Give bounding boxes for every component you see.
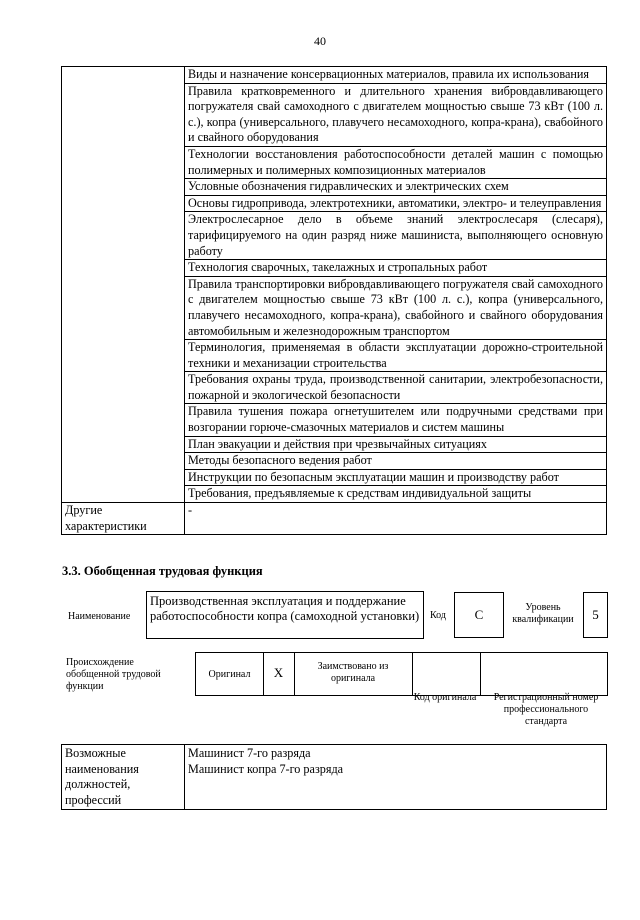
knowledge-item: Правила тушения пожара огнетушителем или подручными средствами при возгорании горюче-смазочных материалов и систем машины xyxy=(185,404,607,436)
qualification-level-label: Уровень квалификации xyxy=(512,602,574,625)
occupations-label: Возможные наименования должностей, профессий xyxy=(62,745,185,810)
registration-number-caption: Регистрационный номер профессионального стандарта xyxy=(493,692,599,727)
occupation-item: Машинист 7-го разряда xyxy=(188,746,311,760)
borrowed-label: Заимствовано из оригинала xyxy=(317,661,389,684)
other-characteristics-value: - xyxy=(185,503,607,535)
original-code-cell xyxy=(412,653,481,695)
knowledge-label-cell xyxy=(62,67,185,503)
original-code-caption: Код оригинала xyxy=(413,692,477,703)
original-label: Оригинал xyxy=(208,669,251,680)
knowledge-item: Правила транспортировки вибровдавливающего погружателя свай самоходного с двигателем мощностью свыше 73 кВт (100 л. с.), копра (универсального, плавучего несамоходного, копра-крана), свабойного и свайного оборудования автомобильным и железнодорожным транспортом xyxy=(185,276,607,339)
function-name-box: Производственная эксплуатация и поддержание работоспособности копра (самоходной установки) xyxy=(146,591,424,639)
knowledge-item: Правила кратковременного и длительного хранения вибровдавливающего погружателя свай самоходного с двигателем мощностью свыше 73 кВт (100 л. с.), копра (универсального, плавучего несамоходного, копра-крана), свабойного и свайного оборудования xyxy=(185,83,607,146)
occupations-values-cell xyxy=(185,745,607,810)
knowledge-item: Электрослесарное дело в объеме знаний электрослесаря (слесаря), тарифицируемого на один разряд ниже машиниста, выполняющего основную работу xyxy=(185,212,607,260)
table-row xyxy=(62,745,607,810)
knowledge-item: Методы безопасного ведения работ xyxy=(185,453,607,470)
other-characteristics-label: Другие характеристики xyxy=(62,503,185,535)
page-number: 40 xyxy=(314,34,326,48)
knowledge-item: Терминология, применяемая в области эксплуатации дорожно-строительной техники и механизации строительства xyxy=(185,340,607,372)
occupation-item: Машинист копра 7-го разряда xyxy=(188,761,344,776)
qualification-level-box: 5 xyxy=(583,592,608,638)
knowledge-item: Требования охраны труда, производственной санитарии, электробезопасности, пожарной и экологической безопасности xyxy=(185,372,607,404)
knowledge-item: Требования, предъявляемые к средствам индивидуальной защиты xyxy=(185,486,607,503)
knowledge-item: Виды и назначение консервационных материалов, правила их использования xyxy=(185,67,607,84)
section-title: 3.3. Обобщенная трудовая функция xyxy=(62,564,263,578)
code-box: C xyxy=(454,592,504,638)
knowledge-item: Технология сварочных, такелажных и стропальных работ xyxy=(185,260,607,277)
table-row xyxy=(62,67,607,84)
origin-box xyxy=(195,652,608,696)
knowledge-item: Основы гидропривода, электротехники, автоматики, электро- и телеуправления xyxy=(185,195,607,212)
code-label: Код xyxy=(430,610,446,621)
knowledge-item: План эвакуации и действия при чрезвычайных ситуациях xyxy=(185,436,607,453)
table-row xyxy=(62,503,607,535)
origin-label: Происхождение обобщенной трудовой функции xyxy=(66,657,161,692)
knowledge-item: Инструкции по безопасным эксплуатации машин и производству работ xyxy=(185,469,607,486)
original-mark: X xyxy=(273,665,284,680)
occupations-table xyxy=(61,744,607,810)
name-label: Наименование xyxy=(68,611,131,622)
knowledge-table xyxy=(61,66,607,535)
knowledge-item: Условные обозначения гидравлических и электрических схем xyxy=(185,179,607,196)
knowledge-item: Технологии восстановления работоспособности деталей машин с помощью полимерных и полимерных композиционных материалов xyxy=(185,146,607,178)
